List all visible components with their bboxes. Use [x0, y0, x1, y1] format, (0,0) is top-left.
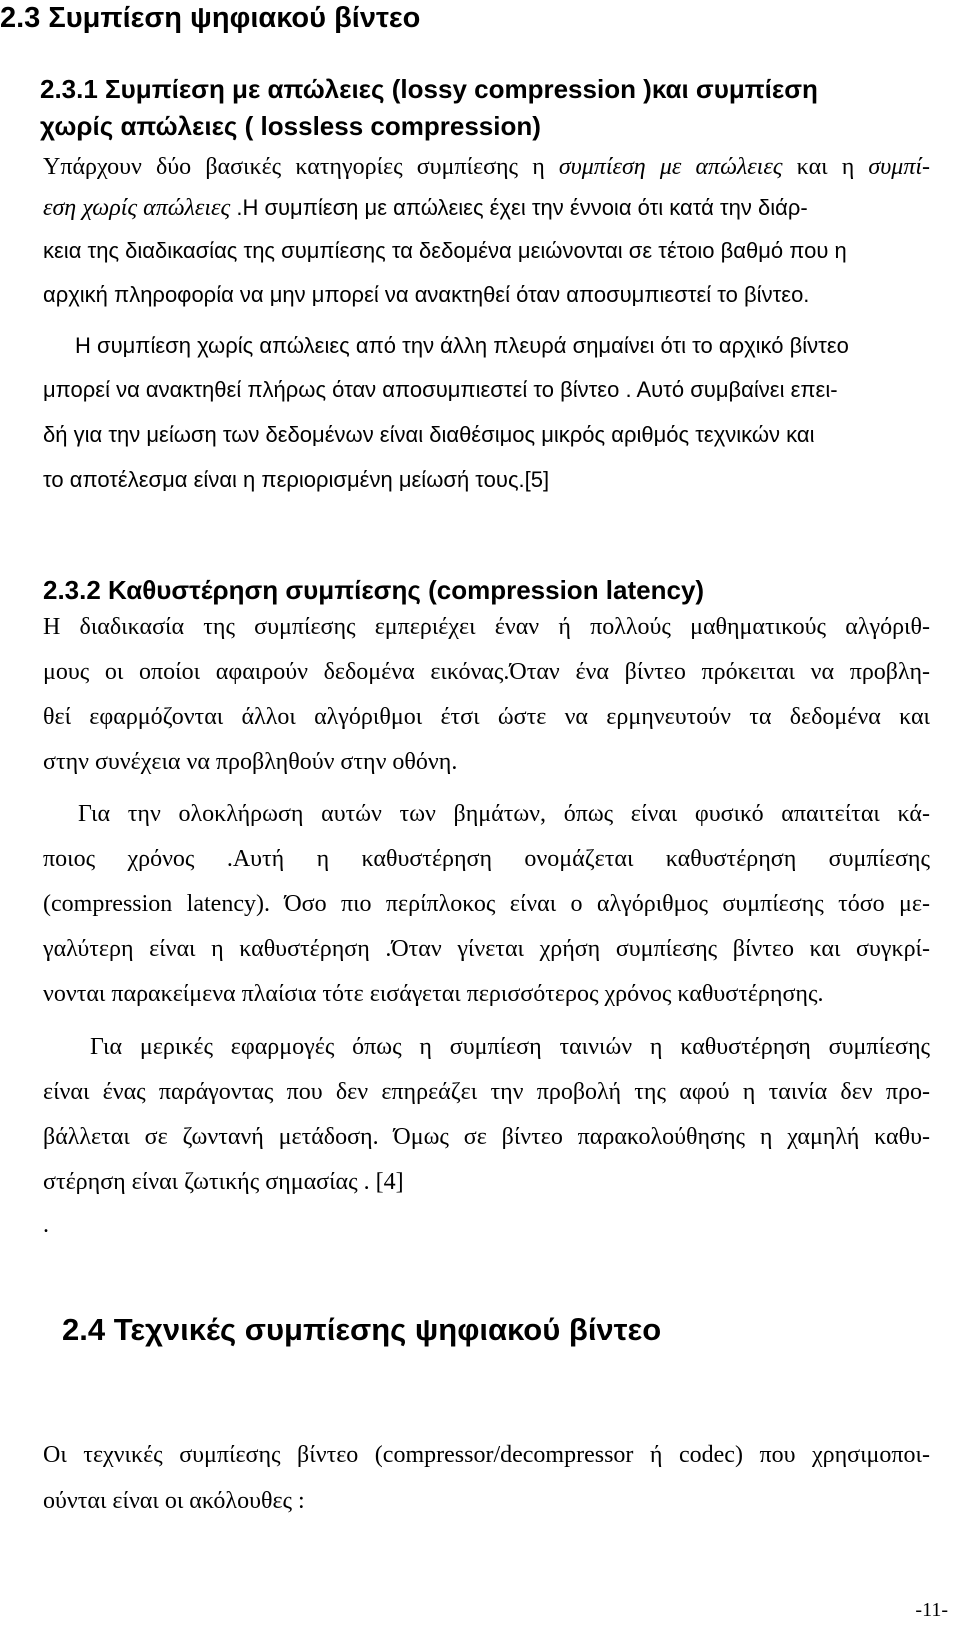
paragraph-line: μπορεί να ανακτηθεί πλήρως όταν αποσυμπιεστεί το βίντεο . Αυτό συμβαίνει επει-: [43, 377, 838, 402]
italic-term: συμπί-: [868, 154, 931, 180]
paragraph-line: ούνται είναι οι ακόλουθες :: [43, 1488, 305, 1514]
paragraph-line: [43, 152, 930, 182]
section-heading-2-3-1-line2: χωρίς απώλειες ( lossless compression): [40, 111, 541, 141]
paragraph-line: αρχική πληροφορία να μην μπορεί να ανακτηθεί όταν αποσυμπιεστεί το βίντεο.: [43, 282, 810, 307]
paragraph-line: γαλύτερη είναι η καθυστέρηση .Όταν γίνεται χρήση συμπίεσης βίντεο και συγκρί-: [43, 936, 930, 962]
paragraph-line: στην συνέχεια να προβληθούν στην οθόνη.: [43, 749, 458, 775]
section-heading-2-4: 2.4 Τεχνικές συμπίεσης ψηφιακού βίντεο: [62, 1312, 662, 1347]
page-number: -11-: [915, 1599, 948, 1621]
paragraph-line: βάλλεται σε ζωντανή μετάδοση. Όμως σε βίντεο παρακολούθησης η χαμηλή καθυ-: [43, 1124, 930, 1150]
paragraph-line: θεί εφαρμόζονται άλλοι αλγόριθμοι έτσι ώστε να ερμηνευτούν τα δεδομένα και: [43, 704, 930, 730]
section-heading-2-3: 2.3 Συμπίεση ψηφιακού βίντεο: [0, 2, 421, 34]
paragraph-line: Για μερικές εφαρμογές όπως η συμπίεση ταινιών η καθυστέρηση συμπίεσης: [90, 1034, 930, 1060]
paragraph-line: το αποτέλεσμα είναι η περιορισμένη μείωσή τους.[5]: [43, 467, 550, 492]
paragraph-line: [43, 193, 808, 223]
paragraph-line: στέρηση είναι ζωτικής σημασίας . [4]: [43, 1169, 404, 1195]
paragraph-line: (compression latency). Όσο πιο περίπλοκος είναι ο αλγόριθμος συμπίεσης τόσο με-: [43, 891, 930, 917]
italic-term: συμπίεση με απώλειες: [558, 154, 783, 180]
paragraph-line: δή για την μείωση των δεδομένων είναι διαθέσιμος μικρός αριθμός τεχνικών και: [43, 422, 815, 447]
text-run: και η: [782, 154, 869, 180]
italic-term: εση χωρίς απώλειες: [43, 195, 231, 221]
section-heading-2-3-1-line1: 2.3.1 Συμπίεση με απώλειες (lossy compression )και συμπίεση: [40, 74, 818, 104]
paragraph-line: Για την ολοκλήρωση αυτών των βημάτων, όπως είναι φυσικό απαιτείται κά-: [78, 801, 930, 827]
paragraph-line: ποιος χρόνος .Αυτή η καθυστέρηση ονομάζεται καθυστέρηση συμπίεσης: [43, 846, 930, 872]
stray-dot: .: [43, 1212, 49, 1238]
text-run: Υπάρχουν δύο βασικές κατηγορίες συμπίεσης η: [43, 154, 559, 180]
paragraph-line: νονται παρακείμενα πλαίσια τότε εισάγεται περισσότερος χρόνος καθυστέρησης.: [43, 981, 824, 1007]
section-heading-2-3-2: 2.3.2 Καθυστέρηση συμπίεσης (compression latency): [43, 575, 705, 605]
paragraph-line: μους οι οποίοι αφαιρούν δεδομένα εικόνας.Όταν ένα βίντεο πρόκειται να προβλη-: [43, 659, 930, 685]
text-run: .Η συμπίεση με απώλειες έχει την έννοια ότι κατά την διάρ-: [230, 195, 808, 220]
paragraph-line: κεια της διαδικασίας της συμπίεσης τα δεδομένα μειώνονται σε τέτοιο βαθμό που η: [43, 238, 847, 263]
paragraph-line: Η συμπίεση χωρίς απώλειες από την άλλη πλευρά σημαίνει ότι το αρχικό βίντεο: [75, 333, 849, 358]
paragraph-line: Η διαδικασία της συμπίεσης εμπεριέχει έναν ή πολλούς μαθηματικούς αλγόριθ-: [43, 614, 930, 640]
paragraph-line: είναι ένας παράγοντας που δεν επηρεάζει την προβολή της αφού η ταινία δεν προ-: [43, 1079, 930, 1105]
paragraph-line: Οι τεχνικές συμπίεσης βίντεο (compressor/decompressor ή codec) που χρησιμοποι-: [43, 1442, 930, 1468]
